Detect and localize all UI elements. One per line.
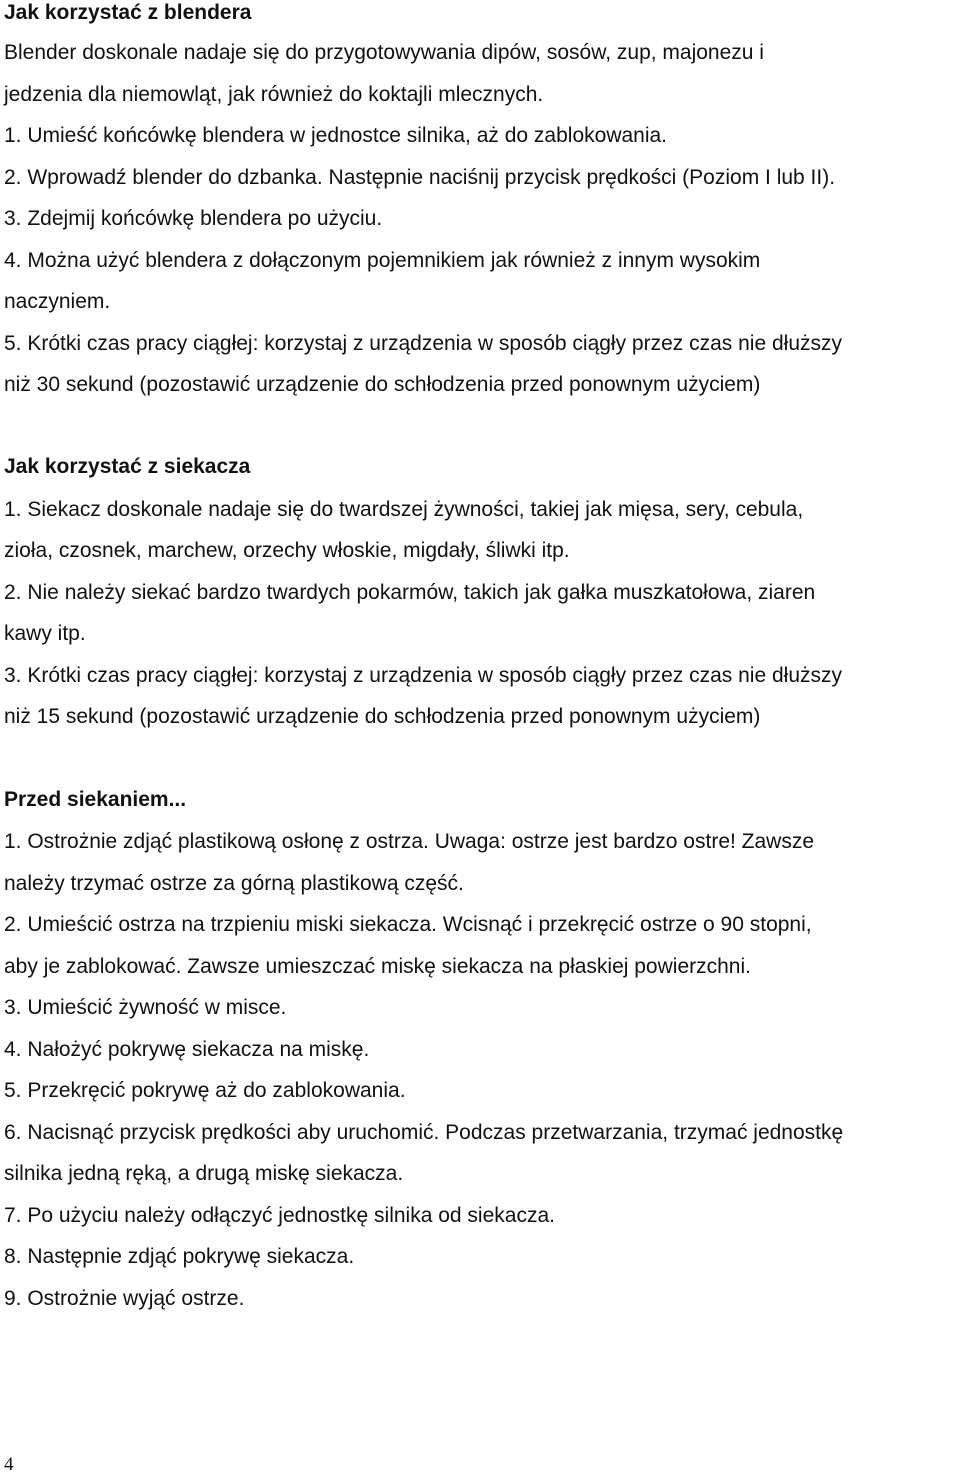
blender-step-4-line-1: 4. Można użyć blendera z dołączonym pojemnikiem jak również z innym wysokim xyxy=(4,249,761,272)
before-chopping-step-3: 3. Umieścić żywność w misce. xyxy=(4,996,287,1019)
before-chopping-step-8: 8. Następnie zdjąć pokrywę siekacza. xyxy=(4,1245,355,1268)
before-chopping-step-1-line-2: należy trzymać ostrze za górną plastikową część. xyxy=(4,872,464,895)
blender-step-2: 2. Wprowadź blender do dzbanka. Następnie naciśnij przycisk prędkości (Poziom I lub II). xyxy=(4,166,836,189)
chopper-step-3-line-2: niż 15 sekund (pozostawić urządzenie do schłodzenia przed ponownym użyciem) xyxy=(4,705,761,728)
blender-intro-line-1: Blender doskonale nadaje się do przygotowywania dipów, sosów, zup, majonezu i xyxy=(4,41,764,64)
blender-step-5-line-2: niż 30 sekund (pozostawić urządzenie do schłodzenia przed ponownym użyciem) xyxy=(4,373,761,396)
before-chopping-step-5: 5. Przekręcić pokrywę aż do zablokowania. xyxy=(4,1079,406,1102)
chopper-step-2-line-2: kawy itp. xyxy=(4,622,86,645)
before-chopping-step-4: 4. Nałożyć pokrywę siekacza na miskę. xyxy=(4,1038,370,1061)
blender-step-1: 1. Umieść końcówkę blendera w jednostce silnika, aż do zablokowania. xyxy=(4,124,668,147)
page-number: 4 xyxy=(4,1454,14,1475)
chopper-heading: Jak korzystać z siekacza xyxy=(4,455,251,478)
before-chopping-step-1-line-1: 1. Ostrożnie zdjąć plastikową osłonę z ostrza. Uwaga: ostrze jest bardzo ostre! Zawsze xyxy=(4,830,815,853)
before-chopping-step-6-line-1: 6. Nacisnąć przycisk prędkości aby uruchomić. Podczas przetwarzania, trzymać jednostkę xyxy=(4,1121,844,1144)
blender-heading: Jak korzystać z blendera xyxy=(4,1,252,24)
chopper-step-3-line-1: 3. Krótki czas pracy ciągłej: korzystaj z urządzenia w sposób ciągły przez czas nie dłuższy xyxy=(4,664,843,687)
blender-step-3: 3. Zdejmij końcówkę blendera po użyciu. xyxy=(4,207,383,230)
before-chopping-step-2-line-1: 2. Umieścić ostrza na trzpieniu miski siekacza. Wcisnąć i przekręcić ostrze o 90 stopni, xyxy=(4,913,812,936)
before-chopping-step-9: 9. Ostrożnie wyjąć ostrze. xyxy=(4,1287,245,1310)
before-chopping-heading: Przed siekaniem... xyxy=(4,788,187,811)
before-chopping-step-7: 7. Po użyciu należy odłączyć jednostkę silnika od siekacza. xyxy=(4,1204,555,1227)
chopper-step-1-line-1: 1. Siekacz doskonale nadaje się do twardszej żywności, takiej jak mięsa, sery, cebula, xyxy=(4,498,804,521)
chopper-step-2-line-1: 2. Nie należy siekać bardzo twardych pokarmów, takich jak gałka muszkatołowa, ziaren xyxy=(4,581,816,604)
blender-step-5-line-1: 5. Krótki czas pracy ciągłej: korzystaj z urządzenia w sposób ciągły przez czas nie dłuższy xyxy=(4,332,843,355)
before-chopping-step-2-line-2: aby je zablokować. Zawsze umieszczać miskę siekacza na płaskiej powierzchni. xyxy=(4,955,751,978)
chopper-step-1-line-2: zioła, czosnek, marchew, orzechy włoskie, migdały, śliwki itp. xyxy=(4,539,570,562)
before-chopping-step-6-line-2: silnika jedną ręką, a drugą miskę siekacza. xyxy=(4,1162,404,1185)
blender-step-4-line-2: naczyniem. xyxy=(4,290,111,313)
blender-intro-line-2: jedzenia dla niemowląt, jak również do koktajli mlecznych. xyxy=(4,83,544,106)
